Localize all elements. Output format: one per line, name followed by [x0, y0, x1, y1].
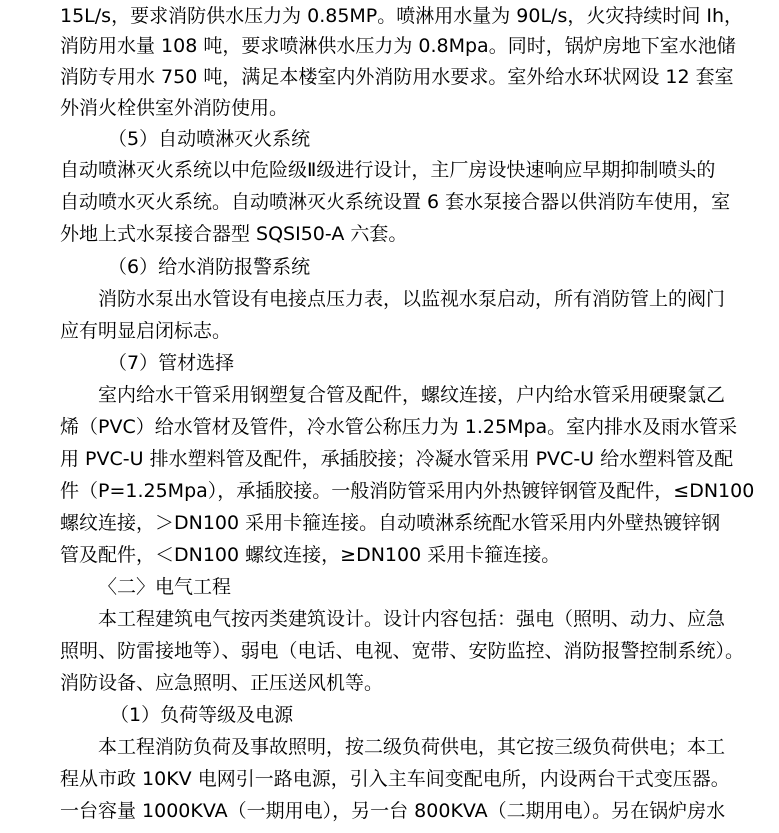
section-heading: （5）自动喷淋灭火系统 — [108, 128, 311, 150]
text-line: 螺纹连接，＞DN100 采用卡箍连接。自动喷淋系统配水管采用内外壁热镀锌钢 — [60, 512, 721, 534]
text-line: 应有明显启闭标志。 — [60, 320, 232, 342]
text-line: 消防专用水 750 吨，满足本楼室内外消防用水要求。室外给水环状网设 12 套室 — [60, 66, 734, 88]
text-line: 照明、防雷接地等）、弱电（电话、电视、宽带、安防监控、消防报警控制系统）。 — [60, 640, 745, 662]
text-line: 外地上式水泵接合器型 SQSI50-A 六套。 — [60, 223, 408, 245]
section-heading: 〈二〉电气工程 — [98, 576, 232, 598]
text-line: 自动喷水灭火系统。自动喷淋灭火系统设置 6 套水泵接合器以供消防车使用，室 — [60, 191, 731, 213]
section-heading: （7）管材选择 — [108, 352, 235, 374]
text-line: 一台容量 1000KVA（一期用电），另一台 800KVA（二期用电）。另在锅炉房水 — [60, 800, 726, 822]
text-line: 消防用水量 108 吨，要求喷淋供水压力为 0.8Mpa。同时，锅炉房地下室水池储 — [60, 35, 736, 57]
text-line: 烯（PVC）给水管材及管件，冷水管公称压力为 1.25Mpa。室内排水及雨水管采 — [60, 416, 738, 438]
text-line: 外消火栓供室外消防使用。 — [60, 97, 289, 119]
text-line: 消防水泵出水管设有电接点压力表，以监视水泵启动，所有消防管上的阀门 — [98, 288, 726, 310]
text-line: 本工程建筑电气按丙类建筑设计。设计内容包括：强电（照明、动力、应急 — [98, 608, 726, 630]
section-heading: （1）负荷等级及电源 — [110, 704, 294, 726]
text-line: 室内给水干管采用钢塑复合管及配件，螺纹连接，户内给水管采用硬聚氯乙 — [98, 384, 726, 406]
text-line: 件（P=1.25Mpa），承插胶接。一般消防管采用内外热镀锌钢管及配件，≤DN100 — [60, 480, 755, 502]
text-line: 15L/s，要求消防供水压力为 0.85MP。喷淋用水量为 90L/s，火灾持续时间 Ih， — [60, 5, 744, 27]
section-heading: （6）给水消防报警系统 — [108, 256, 311, 278]
text-line: 用 PVC-U 排水塑料管及配件，承插胶接；冷凝水管采用 PVC-U 给水塑料管及配 — [60, 448, 734, 470]
text-line: 自动喷淋灭火系统以中危险级Ⅱ级进行设计，主厂房设快速响应早期抑制喷头的 — [60, 159, 716, 181]
text-line: 本工程消防负荷及事故照明，按二级负荷供电，其它按三级负荷供电；本工 — [98, 736, 726, 758]
text-line: 消防设备、应急照明、正压送风机等。 — [60, 672, 384, 694]
text-line: 管及配件，＜DN100 螺纹连接，≥DN100 采用卡箍连接。 — [60, 544, 561, 566]
text-line: 程从市政 10KV 电网引一路电源，引入主车间变配电所，内设两台干式变压器。 — [60, 768, 730, 790]
